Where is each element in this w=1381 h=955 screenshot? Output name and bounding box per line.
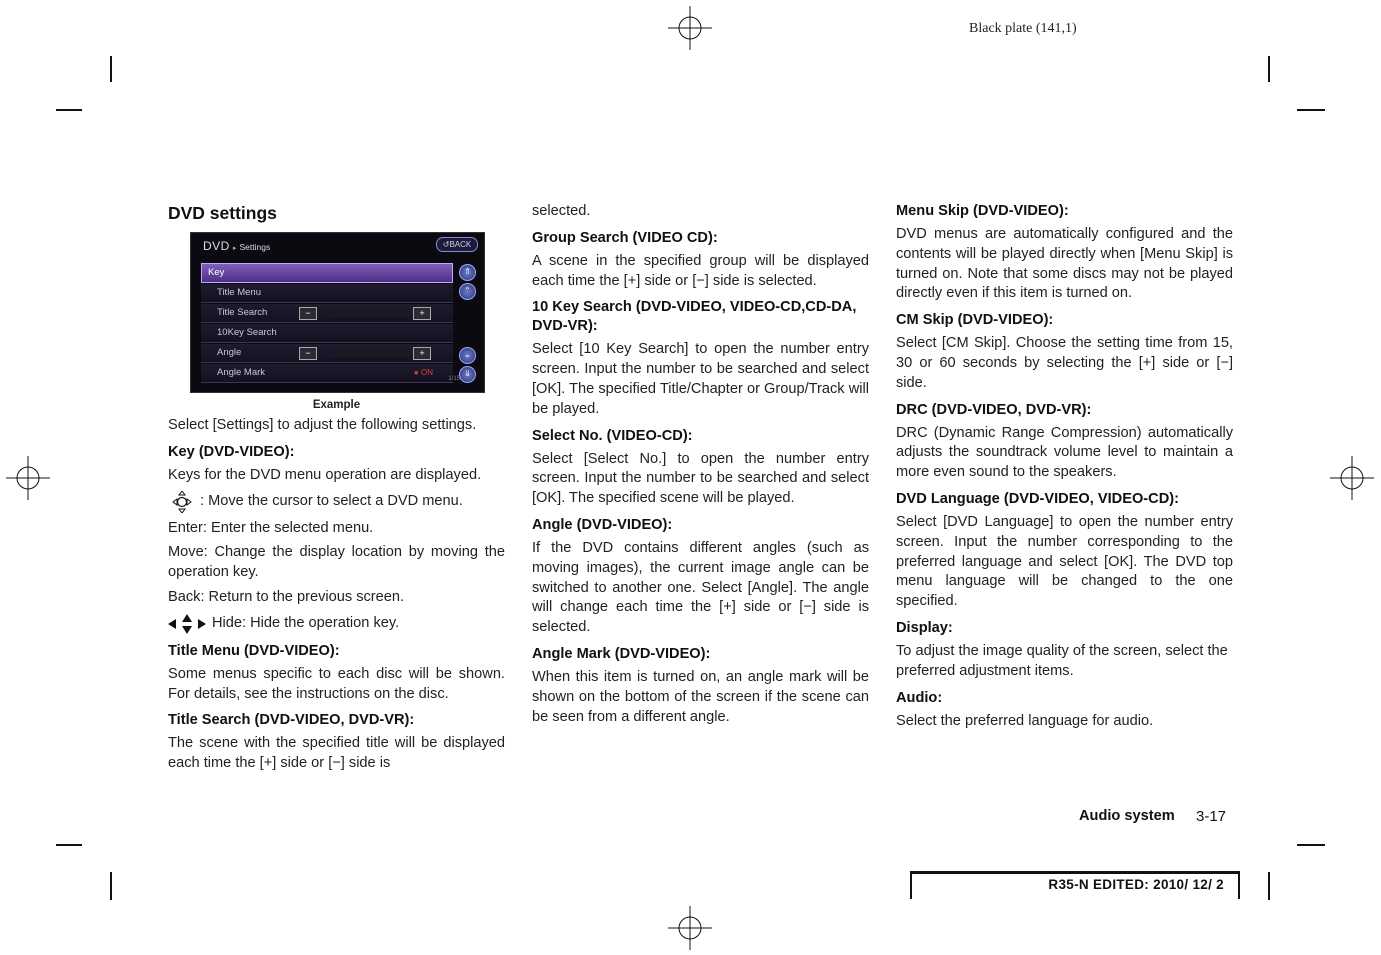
title-search-heading: Title Search (DVD-VIDEO, DVD-VR): bbox=[168, 712, 415, 729]
screen-page-indicator: 1/15 bbox=[448, 376, 460, 383]
registration-mark-icon bbox=[6, 456, 50, 500]
key-text: Keys for the DVD menu operation are displayed. bbox=[168, 466, 482, 483]
key-hide-text: Hide: Hide the operation key. bbox=[212, 614, 400, 631]
drc-text: DRC (Dynamic Range Compression) automatically adjusts the soundtrack volume level to maintain a more even sound to the speakers. bbox=[896, 424, 1233, 481]
direction-pad-icon bbox=[168, 491, 196, 513]
angle-mark-text: When this item is turned on, an angle mark will be shown on the bottom of the screen if the scene can be seen from a different angle. bbox=[532, 668, 869, 725]
section-title: DVD settings bbox=[168, 203, 277, 223]
screen-title-dvd: DVD bbox=[203, 239, 230, 253]
scroll-bottom-icon: ⇓ bbox=[459, 366, 476, 383]
audio-text: Select the preferred language for audio. bbox=[896, 712, 1154, 729]
menu-skip-text: DVD menus are automatically configured and the contents will be played directly when [Menu Skip] is turned on. Note that some discs may not be played directly even if this item is turned on. bbox=[896, 226, 1233, 302]
key-enter-text: Enter: Enter the selected menu. bbox=[168, 519, 374, 536]
screen-minus-button: − bbox=[299, 307, 317, 320]
cm-skip-heading: CM Skip (DVD-VIDEO): bbox=[896, 312, 1054, 329]
crop-mark bbox=[1297, 844, 1325, 846]
screen-row-label: 10Key Search bbox=[217, 327, 277, 338]
crop-mark bbox=[1297, 109, 1325, 111]
screen-row-label: Title Search bbox=[217, 307, 268, 318]
screen-row-10key-search bbox=[201, 324, 453, 343]
screen-title-settings: Settings bbox=[239, 242, 271, 252]
screen-plus-button: + bbox=[413, 347, 431, 360]
display-text: To adjust the image quality of the screen, select the preferred adjustment items. bbox=[896, 642, 1228, 679]
edited-box bbox=[910, 871, 1240, 899]
breadcrumb-arrow-icon: ▸ bbox=[232, 245, 237, 252]
select-no-heading: Select No. (VIDEO-CD): bbox=[532, 427, 693, 444]
key-move-text: Move: Change the display location by moving the operation key. bbox=[168, 544, 505, 581]
angle-heading: Angle (DVD-VIDEO): bbox=[532, 516, 673, 533]
column-2 bbox=[532, 202, 869, 732]
intro-text: Select [Settings] to adjust the following settings. bbox=[168, 417, 477, 433]
screen-plus-button: + bbox=[413, 307, 431, 320]
key-back-text: Back: Return to the previous screen. bbox=[168, 588, 405, 605]
screen-row-label: Title Menu bbox=[217, 287, 261, 298]
scroll-down-icon: ⌄ bbox=[459, 347, 476, 364]
audio-heading: Audio: bbox=[896, 689, 943, 706]
footer-page-number: 3-17 bbox=[1196, 808, 1227, 825]
screen-on-indicator bbox=[414, 364, 433, 382]
title-menu-text: Some menus specific to each disc will be shown. For details, see the instructions on the disc. bbox=[168, 665, 505, 702]
screen-row-angle bbox=[201, 344, 453, 363]
screen-row-title-menu bbox=[201, 284, 453, 303]
column-1 bbox=[168, 202, 505, 779]
select-no-text: Select [Select No.] to open the number entry screen. Input the number to be searched and select [OK]. The specified scene will be played. bbox=[532, 450, 869, 507]
arrows-icon bbox=[168, 613, 208, 635]
screen-on-label: ON bbox=[421, 368, 433, 377]
10key-search-text: Select [10 Key Search] to open the number entry screen. Input the number to be searched and select [OK]. The specified Title/Chapter or Group/Track will be played. bbox=[532, 341, 869, 417]
10key-search-heading: 10 Key Search (DVD-VIDEO, VIDEO-CD,CD-DA, DVD-VR): bbox=[532, 299, 857, 335]
crop-mark bbox=[1268, 872, 1270, 900]
crop-mark bbox=[110, 872, 112, 900]
registration-mark-icon bbox=[668, 906, 712, 950]
dvd-language-text: Select [DVD Language] to open the number entry screen. Input the number corresponding to the preferred language and select [OK]. The DVD top menu language will be changed to the one specified. bbox=[896, 513, 1233, 610]
back-arrow-icon: ↺ bbox=[442, 240, 450, 249]
key-heading: Key (DVD-VIDEO): bbox=[168, 443, 295, 460]
title-menu-heading: Title Menu (DVD-VIDEO): bbox=[168, 642, 340, 659]
menu-skip-heading: Menu Skip (DVD-VIDEO): bbox=[896, 203, 1069, 219]
footer-section-label: Audio system bbox=[1079, 808, 1175, 824]
dot-icon: ● bbox=[413, 368, 419, 377]
group-search-heading: Group Search (VIDEO CD): bbox=[532, 229, 718, 246]
screen-row-label: Key bbox=[208, 267, 225, 278]
crop-mark bbox=[56, 844, 82, 846]
drc-heading: DRC (DVD-VIDEO, DVD-VR): bbox=[896, 401, 1092, 418]
title-search-text: The scene with the specified title will be displayed each time the [+] side or [−] side is bbox=[168, 735, 505, 772]
figure-caption: Example bbox=[312, 399, 361, 411]
group-search-text: A scene in the specified group will be displayed each time the [+] side or [−] side is selected. bbox=[532, 252, 869, 289]
cursor-line bbox=[168, 491, 505, 513]
scroll-top-icon: ⇑ bbox=[459, 264, 476, 281]
hide-line bbox=[168, 613, 505, 635]
display-heading: Display: bbox=[896, 619, 953, 636]
dvd-language-heading: DVD Language (DVD-VIDEO, VIDEO-CD): bbox=[896, 490, 1179, 507]
screen-minus-button: − bbox=[299, 347, 317, 360]
dvd-settings-screen-image bbox=[190, 232, 485, 393]
registration-mark-icon bbox=[668, 6, 712, 50]
crop-mark bbox=[1268, 56, 1270, 82]
screen-row-label: Angle Mark bbox=[217, 367, 266, 378]
edited-stamp: R35-N EDITED: 2010/ 12/ 2 bbox=[1048, 877, 1224, 892]
scroll-up-icon: ⌃ bbox=[459, 283, 476, 300]
registration-mark-icon bbox=[1330, 456, 1374, 500]
screen-row-angle-mark bbox=[201, 364, 453, 383]
screen-row-title-search bbox=[201, 304, 453, 323]
screen-title bbox=[203, 237, 270, 259]
screen-menu bbox=[201, 263, 453, 384]
column-3 bbox=[896, 202, 1233, 736]
plate-label: Black plate (141,1) bbox=[969, 21, 1077, 36]
crop-mark bbox=[56, 109, 82, 111]
angle-mark-heading: Angle Mark (DVD-VIDEO): bbox=[532, 645, 711, 662]
crop-mark bbox=[110, 56, 112, 82]
key-cursor-text: : Move the cursor to select a DVD menu. bbox=[200, 492, 463, 509]
angle-text: If the DVD contains different angles (such as moving images), the current image angle can be switched to another one. Select [Angle]. The angle will change each time the [+] side or [−] side is selected. bbox=[532, 539, 869, 636]
screen-back-button bbox=[436, 237, 478, 252]
continued-text: selected. bbox=[532, 203, 591, 219]
screen-back-label: BACK bbox=[449, 240, 472, 249]
screen-row-key bbox=[201, 263, 453, 283]
cm-skip-text: Select [CM Skip]. Choose the setting time from 15, 30 or 60 seconds by selecting the [+] side or [−] side. bbox=[896, 335, 1233, 391]
screen-row-label: Angle bbox=[217, 347, 242, 358]
